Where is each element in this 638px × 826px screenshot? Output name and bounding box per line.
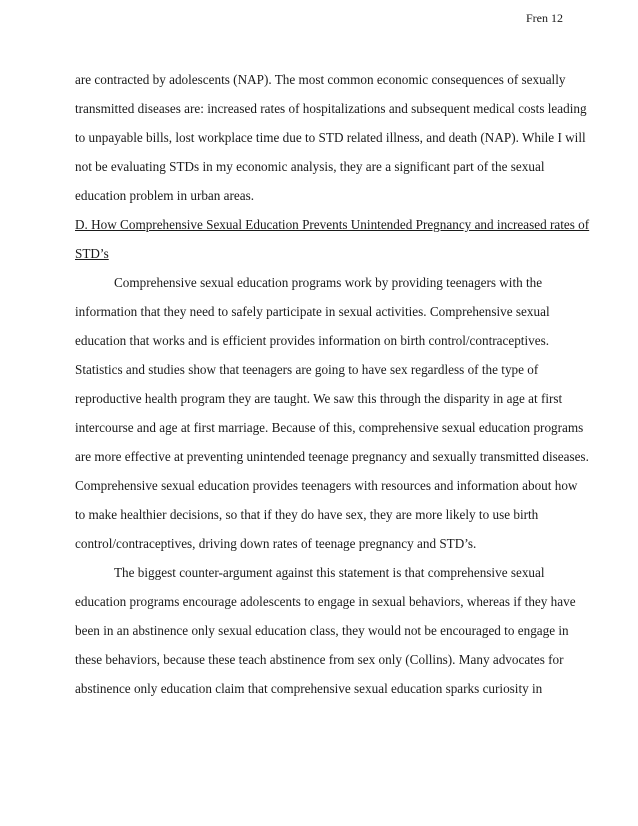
body-line: not be evaluating STDs in my economic analysis, they are a significant part of the sexual xyxy=(75,159,545,174)
body-line: are more effective at preventing unintended teenage pregnancy and sexually transmitted diseases. xyxy=(75,449,589,464)
body-line: Statistics and studies show that teenagers are going to have sex regardless of the type of xyxy=(75,362,539,377)
body-line: to unpayable bills, lost workplace time due to STD related illness, and death (NAP). While I will xyxy=(75,130,586,145)
section-heading: D. How Comprehensive Sexual Education Prevents Unintended Pregnancy and increased rates of xyxy=(75,217,590,232)
body-line: these behaviors, because these teach abstinence from sex only (Collins). Many advocates for xyxy=(75,652,564,667)
section-heading: STD’s xyxy=(75,246,109,261)
body-line: transmitted diseases are: increased rates of hospitalizations and subsequent medical costs leading xyxy=(75,101,587,116)
body-line: Comprehensive sexual education provides teenagers with resources and information about how xyxy=(75,478,578,493)
running-head: Fren 12 xyxy=(526,11,563,25)
body-line: been in an abstinence only sexual education class, they would not be encouraged to engage in xyxy=(75,623,569,638)
body-line: to make healthier decisions, so that if they do have sex, they are more likely to use birth xyxy=(75,507,539,522)
body-line: education problem in urban areas. xyxy=(75,188,255,203)
body-line: reproductive health program they are taught. We saw this through the disparity in age at first xyxy=(75,391,563,406)
body-line: control/contraceptives, driving down rates of teenage pregnancy and STD’s. xyxy=(75,536,477,551)
body-line: education programs encourage adolescents to engage in sexual behaviors, whereas if they have xyxy=(75,594,576,609)
paragraph-first-line: The biggest counter-argument against this statement is that comprehensive sexual xyxy=(114,565,545,580)
body-line: information that they need to safely participate in sexual activities. Comprehensive sexual xyxy=(75,304,550,319)
body-line: intercourse and age at first marriage. Because of this, comprehensive sexual education programs xyxy=(75,420,584,435)
body-line: education that works and is efficient provides information on birth control/contraceptives. xyxy=(75,333,550,348)
body-line: are contracted by adolescents (NAP). The most common economic consequences of sexually xyxy=(75,72,566,87)
paragraph-first-line: Comprehensive sexual education programs work by providing teenagers with the xyxy=(114,275,543,290)
body-line: abstinence only education claim that comprehensive sexual education sparks curiosity in xyxy=(75,681,543,696)
